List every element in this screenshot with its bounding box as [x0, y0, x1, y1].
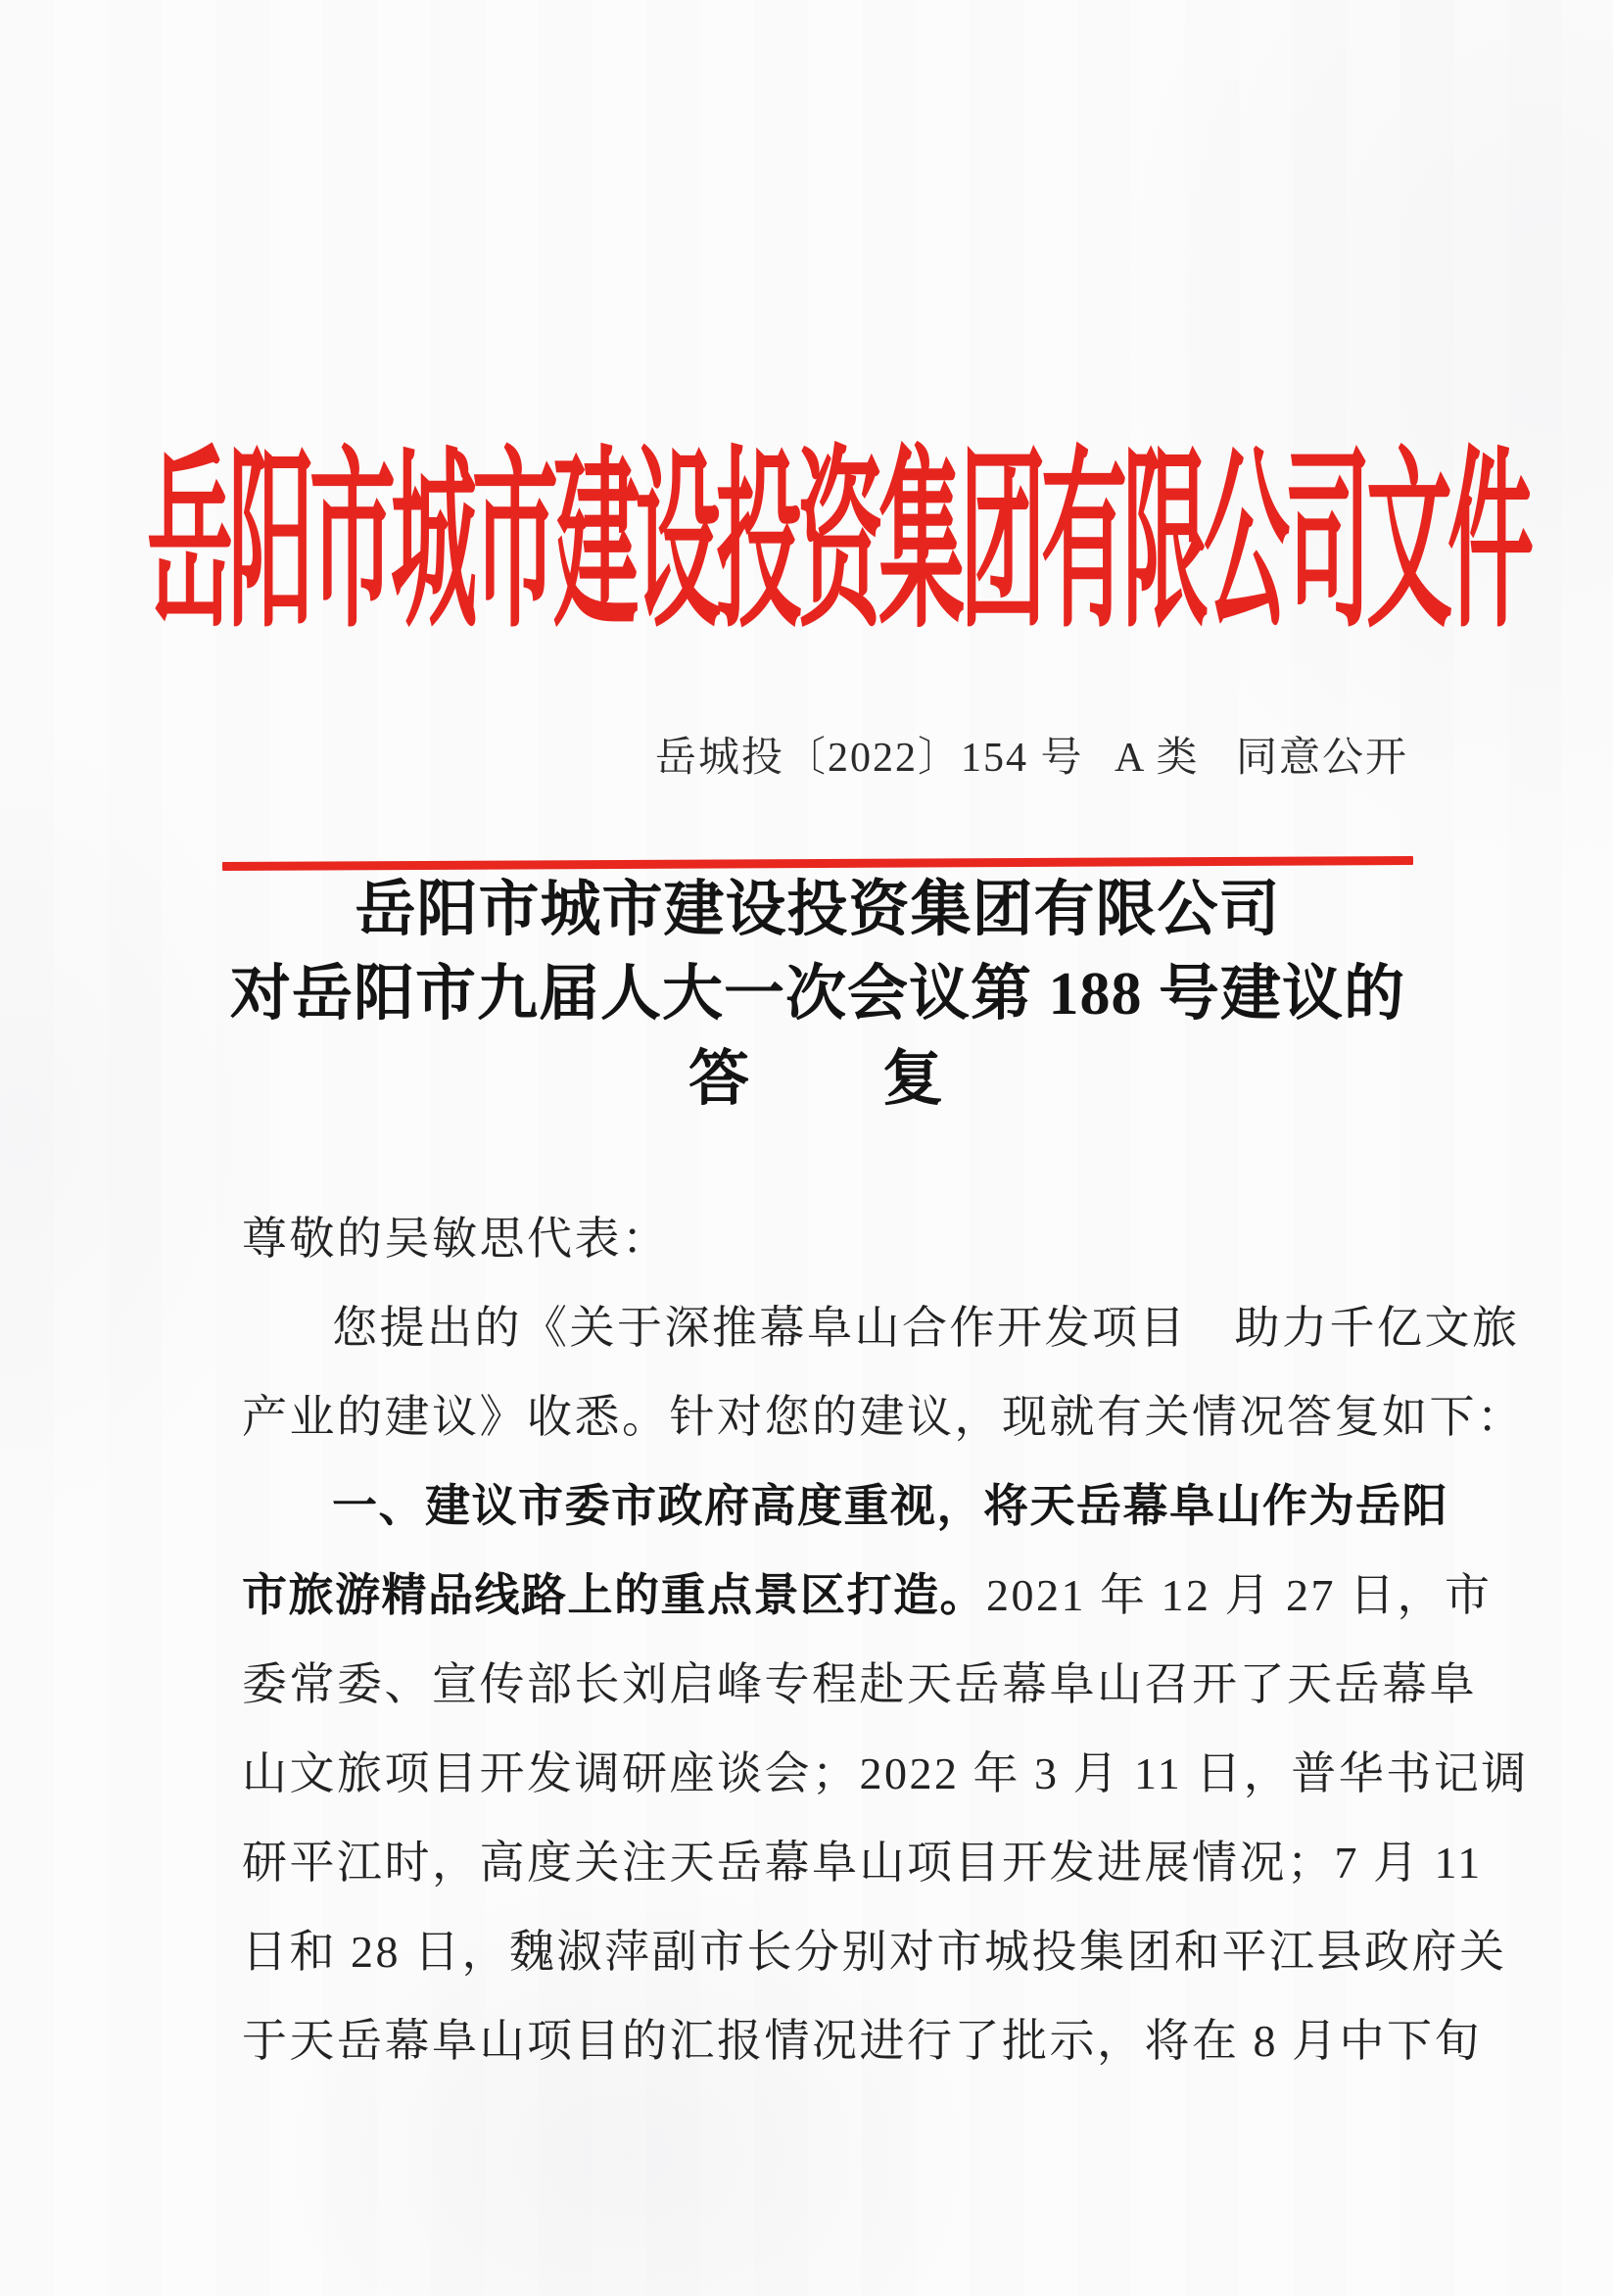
salutation-line: 尊敬的吴敏思代表：	[242, 1214, 670, 1264]
heading1-line2	[242, 1551, 1493, 1640]
body-line: 委常委、宣传部长刘启峰专程赴天岳幕阜山召开了天岳幕阜	[242, 1659, 1477, 1709]
body-line: 日和 28 日，魏淑萍副市长分别对市城投集团和平江县政府关	[242, 1927, 1507, 1977]
classification-label: A 类	[1115, 736, 1200, 781]
paragraph1-line2: 产业的建议》收悉。针对您的建议，现就有关情况答复如下：	[242, 1392, 1525, 1442]
document-number-row	[0, 725, 1613, 781]
document-title-line-1: 岳阳市城市建设投资集团有限公司	[355, 877, 1281, 943]
document-number: 岳城投〔2022〕154 号	[655, 736, 1084, 781]
heading1-line2-rest: 2021 年 12 月 27 日，市	[986, 1570, 1493, 1620]
publicity-label: 同意公开	[1236, 736, 1409, 781]
body-text-block	[242, 1194, 1529, 2085]
document-title-line-2: 对岳阳市九届人大一次会议第 188 号建议的	[229, 961, 1405, 1028]
heading1-bold-line2-lead: 市旅游精品线路上的重点景区打造。	[242, 1569, 986, 1620]
paragraph1-line1: 您提出的《关于深推幕阜山合作开发项目 助力千亿文旅	[332, 1303, 1520, 1353]
body-line: 研平江时，高度关注天岳幕阜山项目开发进展情况；7 月 11	[242, 1838, 1483, 1888]
red-divider-rule	[222, 856, 1413, 871]
heading1-bold-line1: 一、建议市委市政府高度重视，将天岳幕阜山作为岳阳	[332, 1480, 1448, 1531]
body-line: 山文旅项目开发调研座谈会；2022 年 3 月 11 日，普华书记调	[242, 1748, 1529, 1798]
letterhead-title: 岳阳市城市建设投资集团有限公司文件	[147, 438, 1530, 652]
document-title-line-3: 答 复	[688, 1046, 947, 1113]
body-line: 于天岳幕阜山项目的汇报情况进行了批示，将在 8 月中下旬	[242, 2016, 1482, 2066]
